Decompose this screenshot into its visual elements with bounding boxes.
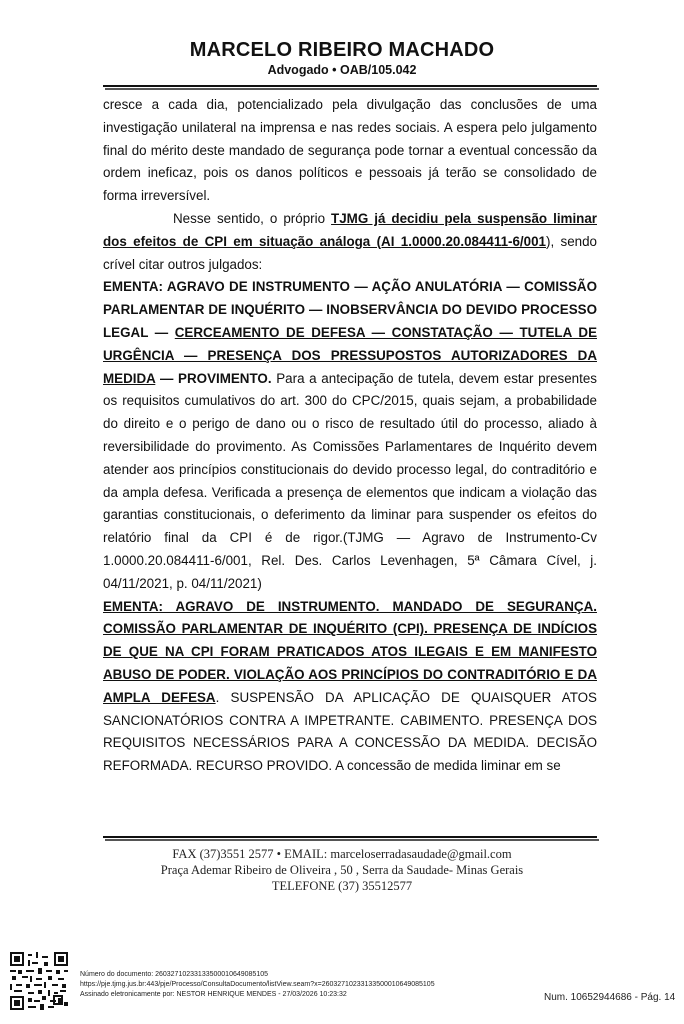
document-url[interactable]: https://pje.tjmg.jus.br:443/pje/Processo/ConsultaDocumento/listView.seam?x=26032710233133500010649085105: [80, 981, 435, 988]
letterhead-footer: [0, 846, 684, 894]
footer-contact: FAX (37)3551 2577 • EMAIL: marceloserradasaudade@gmail.com: [172, 847, 512, 861]
lawyer-subtitle: Advogado • OAB/105.042: [267, 63, 417, 77]
letterhead: [0, 38, 684, 78]
footer-rule: [103, 836, 597, 838]
ementa-2: [103, 596, 597, 778]
document-body: [103, 94, 597, 778]
signed-by: Assinado eletronicamente por: NESTOR HENRIQUE MENDES - 27/03/2026 10:23:32: [80, 991, 347, 998]
document-number: Número do documento: 26032710233133500010649085105: [80, 971, 268, 978]
ementa-2-text: . SUSPENSÃO DA APLICAÇÃO DE QUAISQUER ATOS SANCIONATÓRIOS CONTRA A IMPETRANTE. CABIMENTO. PRESENÇA DOS REQUISITOS NECESSÁRIOS PARA A CONCESSÃO DA MEDIDA. DECISÃO REFORMADA. RECURSO PROVIDO. A concessão de medida liminar em se: [103, 689, 597, 774]
paragraph-2-lead: Nesse sentido, o próprio: [173, 210, 332, 226]
ementa-1-provimento: — PROVIMENTO.: [155, 370, 272, 386]
tjmg-citation: TJMG já decidiu pela suspensão liminar dos efeitos de CPI em situação análoga (AI 1.0000.20.084411-6/001: [103, 210, 597, 249]
footer-rule-shadow: [105, 839, 599, 841]
ementa-1-underlined: CERCEAMENTO DE DEFESA — CONSTATAÇÃO — TUTELA DE URGÊNCIA — PRESENÇA DOS PRESSUPOSTOS AUTORIZADORES DA MEDIDA: [103, 324, 597, 386]
ementa-1-heading: EMENTA: AGRAVO DE INSTRUMENTO — AÇÃO ANULATÓRIA — COMISSÃO PARLAMENTAR DE INQUÉRITO — INOBSERVÂNCIA DO DEVIDO PROCESSO LEGAL —: [103, 279, 597, 340]
ementa-1-text: Para a antecipação de tutela, devem estar presentes os requisitos cumulativos do art. 300 do CPC/2015, quais sejam, a probabilidade do direito e o perigo de dano ou o risco de resultado útil do processo, aliado à reversibilidade do provimento. As Comissões Parlamentares de Inquérito devem atender aos princípios constitucionais do devido processo legal, do contraditório e da ampla defesa. Verificada a presença de elementos que indicam a violação das garantias constitucionais, o deferimento da liminar para suspender os efeitos do relatório final da CPI é de rigor.(TJMG — Agravo de Instrumento-Cv 1.0000.20.084411-6/001, Rel. Des. Carlos Levenhagen, 5ª Câmara Cível, j. 04/11/2021, p. 04/11/2021): [103, 370, 597, 591]
signature-metadata: [80, 970, 435, 1000]
ementa-1: [103, 276, 597, 595]
page-number: Num. 10652944686 - Pág. 14: [544, 992, 676, 1003]
qr-code-icon: [10, 952, 68, 1010]
paragraph-1: cresce a cada dia, potencializado pela divulgação das conclusões de uma investigação unilateral na imprensa e nas redes sociais. A espera pelo julgamento final do mérito deste mandado de segurança pode tornar a eventual concessão da ordem ineficaz, pois os danos políticos e pessoais já terão se consolidado de forma irreversível.: [103, 97, 597, 204]
paragraph-2: [103, 208, 597, 276]
header-rule-shadow: [105, 88, 599, 90]
header-rule: [103, 85, 597, 87]
ementa-2-heading: EMENTA: AGRAVO DE INSTRUMENTO. MANDADO DE SEGURANÇA. COMISSÃO PARLAMENTAR DE INQUÉRITO (CPI). PRESENÇA DE INDÍCIOS DE QUE NA CPI FORAM PRATICADOS ATOS ILEGAIS E EM MANIFESTO ABUSO DE PODER. VIOLAÇÃO AOS PRINCÍPIOS DO CONTRADITÓRIO E DA AMPLA DEFESA: [103, 598, 597, 705]
paragraph-2-tail: ), sendo crível citar outros julgados:: [103, 233, 598, 272]
footer-address: Praça Ademar Ribeiro de Oliveira , 50 , Serra da Saudade- Minas Gerais: [160, 863, 524, 877]
footer-phone: TELEFONE (37) 35512577: [271, 879, 413, 893]
lawyer-name: MARCELO RIBEIRO MACHADO: [189, 39, 495, 61]
